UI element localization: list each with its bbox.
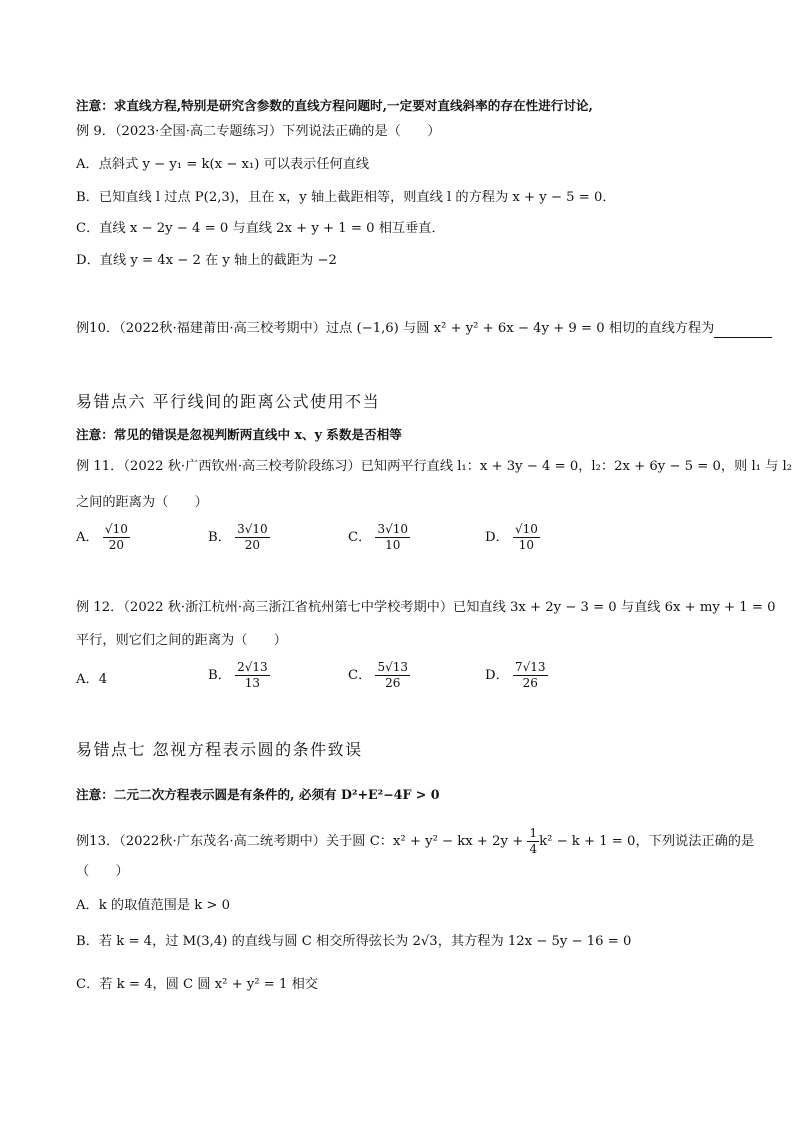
option-label: B． <box>208 530 231 545</box>
fraction-numerator: 3√10 <box>377 522 409 536</box>
example-9-option-a: A．点斜式 y − y₁ = k(x − x₁) 可以表示任何直线 <box>76 157 370 172</box>
section-heading-7: 易错点七 忽视方程表示圆的条件致误 <box>76 740 363 759</box>
example-13-option-c: C．若 k = 4，圆 C 圆 x² + y² = 1 相交 <box>76 977 318 992</box>
note-coefficient-check: 注意：常见的错误是忽视判断两直线中 x、y 系数是否相等 <box>76 427 402 442</box>
fraction-denominator: 26 <box>385 676 401 690</box>
fraction <box>103 522 130 553</box>
option-label: D． <box>485 530 509 545</box>
fraction <box>375 660 410 691</box>
fraction-numerator: 2√13 <box>237 660 268 674</box>
fraction-denominator: 26 <box>522 676 538 690</box>
example-11-stem-line2: 之间的距离为（ ） <box>76 495 208 510</box>
option-label: A． <box>76 530 99 545</box>
example-13-paren: （ ） <box>76 864 129 879</box>
example-11-option-d <box>485 522 540 553</box>
example-13-stem <box>76 826 754 857</box>
example-11-stem-line1: 例 11．（2022 秋·广西钦州·高三校考阶段练习）已知两平行直线 l₁：x + 3y − 4 = 0，l₂：2x + 6y − 5 = 0，则 l₁ 与 l₂ <box>76 459 793 474</box>
fraction-denominator: 10 <box>385 538 401 552</box>
example-12-option-d <box>485 660 548 691</box>
fraction-denominator: 20 <box>108 538 125 552</box>
fraction-numerator: √10 <box>514 522 538 536</box>
example-12-stem-line1: 例 12．（2022 秋·浙江杭州·高三浙江省杭州第七中学校考期中）已知直线 3x + 2y − 3 = 0 与直线 6x + my + 1 = 0 <box>76 600 776 615</box>
example-13-option-a: A．k 的取值范围是 k > 0 <box>76 898 231 913</box>
example-11-option-b <box>208 522 270 553</box>
example-11-option-a <box>76 522 130 553</box>
note-circle-condition: 注意：二元二次方程表示圆是有条件的, 必须有 D²+E²−4F > 0 <box>76 787 440 802</box>
fraction-denominator: 20 <box>244 538 261 552</box>
option-label: B． <box>208 668 231 683</box>
answer-blank <box>714 323 772 338</box>
fraction-numerator: 5√13 <box>377 660 409 674</box>
example-10-stem: 例10．（2022秋·福建莆田·高三校考期中）过点 (−1,6) 与圆 x² + y² + 6x − 4y + 9 = 0 相切的直线方程为 <box>76 321 715 336</box>
example-13-stem-post: k² − k + 1 = 0，下列说法正确的是 <box>539 834 755 849</box>
fraction <box>235 522 270 553</box>
example-9-stem: 例 9．（2023·全国·高二专题练习）下列说法正确的是（ ） <box>76 124 441 139</box>
example-9-option-c: C．直线 x − 2y − 4 = 0 与直线 2x + y + 1 = 0 相互垂直． <box>76 221 445 236</box>
fraction-numerator: 1 <box>529 826 538 840</box>
example-13-stem-pre: 例13．（2022秋·广东茂名·高二统考期中）关于圆 C：x² + y² − kx + 2y + <box>76 834 524 849</box>
fraction-numerator: √10 <box>104 522 128 536</box>
example-12-option-c <box>348 660 410 691</box>
fraction <box>527 826 539 857</box>
example-12-stem-line2: 平行，则它们之间的距离为（ ） <box>76 633 287 648</box>
fraction <box>513 660 548 691</box>
option-label: C． <box>348 530 372 545</box>
example-12-option-a: A．4 <box>76 672 108 687</box>
fraction-denominator: 4 <box>529 842 538 856</box>
example-12-option-b <box>208 660 270 691</box>
example-11-option-c <box>348 522 410 553</box>
example-9-option-b: B．已知直线 l 过点 P(2,3)，且在 x，y 轴上截距相等，则直线 l 的方程为 x + y − 5 = 0． <box>76 190 616 205</box>
fraction-denominator: 13 <box>244 676 261 690</box>
fraction-numerator: 7√13 <box>514 660 546 674</box>
example-9-option-d: D．直线 y = 4x − 2 在 y 轴上的截距为 −2 <box>76 253 337 268</box>
fraction-numerator: 3√10 <box>237 522 268 536</box>
fraction <box>375 522 410 553</box>
note-slope-existence: 注意：求直线方程,特别是研究含参数的直线方程问题时,一定要对直线斜率的存在性进行讨论, <box>76 98 593 113</box>
example-13-option-b: B．若 k = 4，过 M(3,4) 的直线与圆 C 相交所得弦长为 2√3，其方程为 12x − 5y − 16 = 0 <box>76 934 632 949</box>
example-10 <box>76 320 772 338</box>
section-heading-6: 易错点六 平行线间的距离公式使用不当 <box>76 392 381 411</box>
fraction <box>235 660 270 691</box>
fraction <box>513 522 540 553</box>
fraction-denominator: 10 <box>518 538 535 552</box>
option-label: D． <box>485 668 509 683</box>
option-label: C． <box>348 668 372 683</box>
